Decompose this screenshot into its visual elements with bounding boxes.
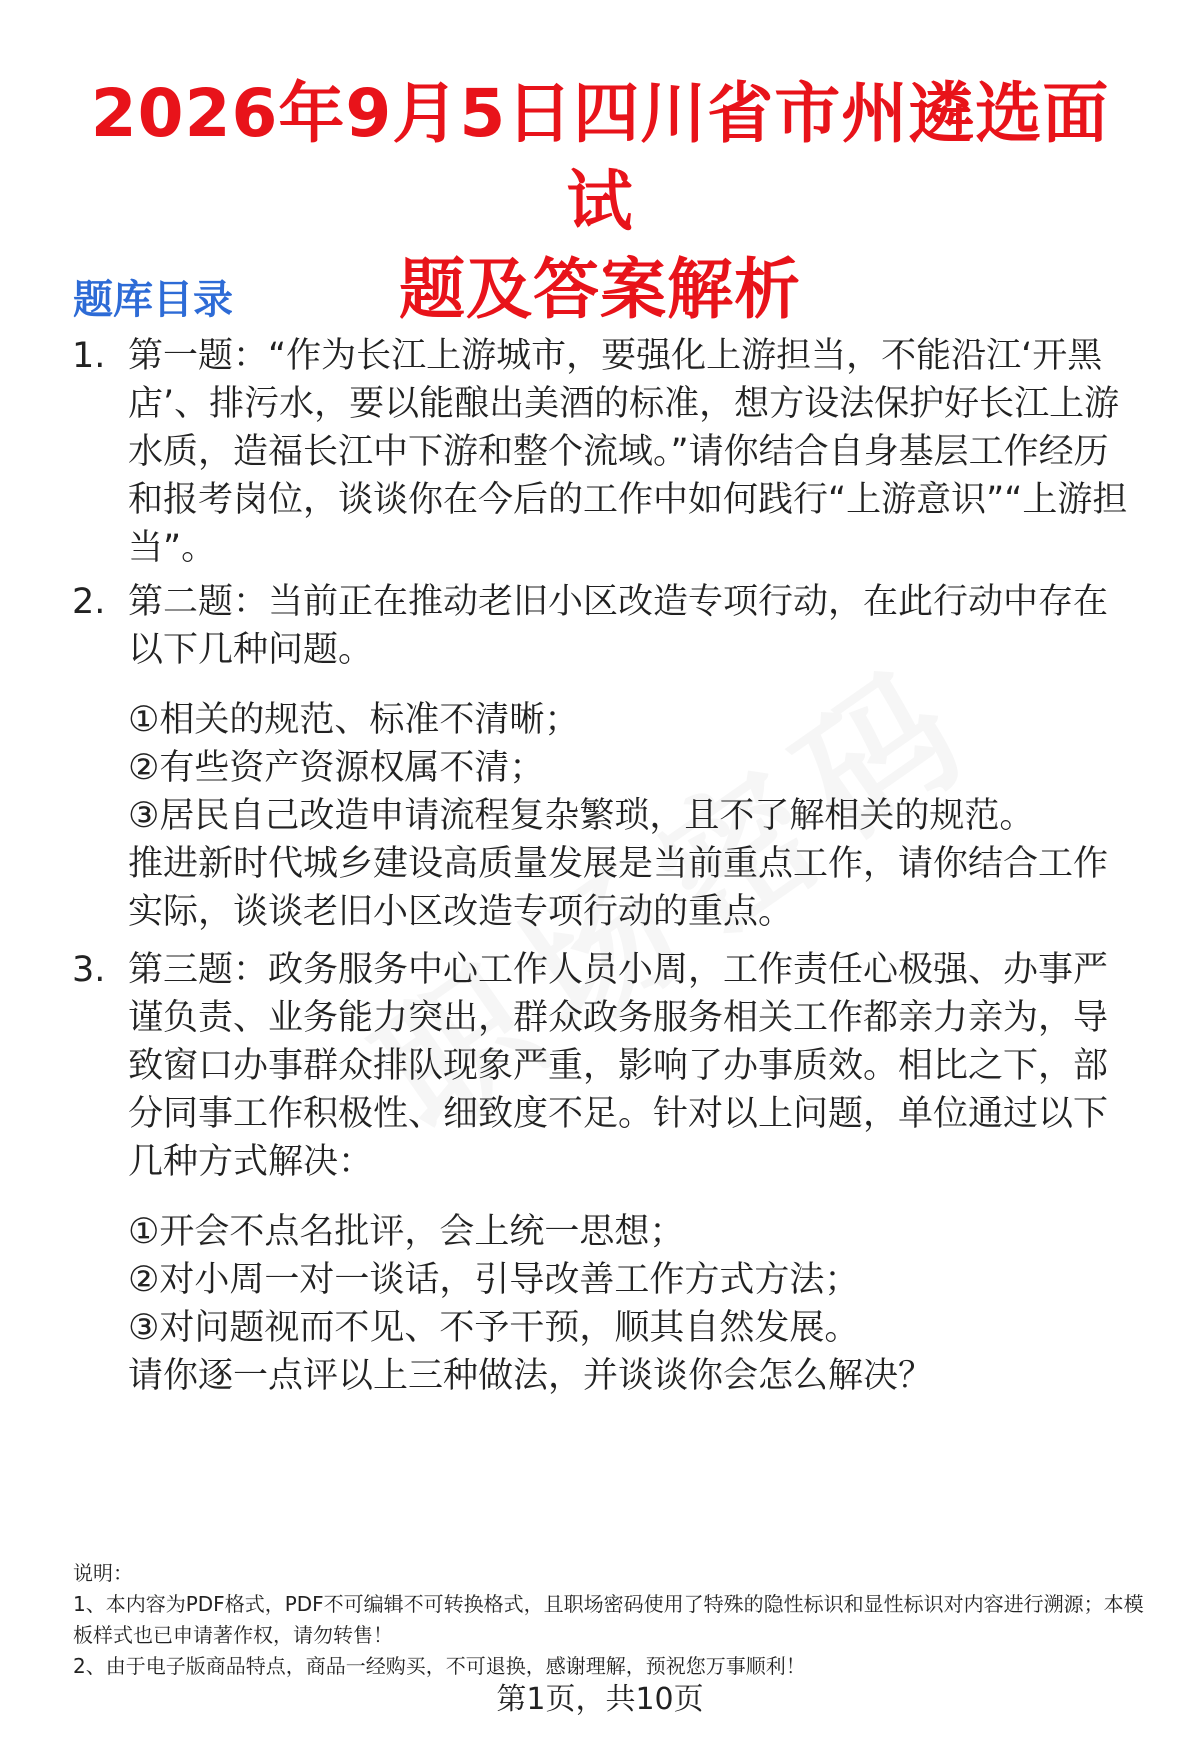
option-item: ③居民自己改造申请流程复杂繁琐，且不了解相关的规范。: [128, 796, 1035, 836]
option-item: ③对问题视而不见、不予干预，顺其自然发展。: [128, 1308, 860, 1348]
note-line-2: 2、由于电子版商品特点，商品一经购买，不可退换，感谢理解，预祝您万事顺利！: [73, 1654, 806, 1678]
question-stem: 第一题：“作为长江上游城市，要强化上游担当，不能沿江‘开黑店’、排污水，要以能酿出美酒的标准，想方设法保护好长江上游水质，造福长江中下游和整个流域。”请你结合自身基层工作经历和报考岗位，谈谈你在今后的工作中如何践行“上游意识”“上游担当”。: [128, 336, 1128, 568]
question-prompt: 请你逐一点评以上三种做法，并谈谈你会怎么解决？: [128, 1356, 934, 1396]
option-item: ②有些资产资源权属不清；: [128, 748, 545, 788]
section-heading: 题库目录: [73, 277, 233, 323]
question-body: [128, 946, 1142, 1400]
question-body: [128, 332, 1142, 572]
question-body: [128, 578, 1142, 936]
question-number: 3.: [72, 950, 106, 990]
option-item: ②对小周一对一谈话，引导改善工作方式方法；: [128, 1260, 860, 1300]
option-item: ①相关的规范、标准不清晰；: [128, 700, 580, 740]
question-prompt: 推进新时代城乡建设高质量发展是当前重点工作，请你结合工作实际，谈谈老旧小区改造专项行动的重点。: [128, 844, 1109, 932]
note-label: 说明：: [73, 1561, 133, 1585]
question-number: 2.: [72, 582, 106, 622]
question-stem: 第三题：政务服务中心工作人员小周，工作责任心极强、办事严谨负责、业务能力突出，群众政务服务相关工作都亲力亲为，导致窗口办事群众排队现象严重，影响了办事质效。相比之下，部分同事工作积极性、细致度不足。针对以上问题，单位通过以下几种方式解决：: [128, 950, 1109, 1182]
question-number: 1.: [72, 336, 106, 376]
question-1: [72, 332, 1142, 572]
page-number: 第1页，共10页: [496, 1682, 704, 1717]
question-options: [128, 696, 1142, 840]
question-2: [72, 578, 1142, 936]
note-line-1: 1、本内容为PDF格式，PDF不可编辑不可转换格式，且职场密码使用了特殊的隐性标识和显性标识对内容进行溯源；本模板样式也已申请著作权，请勿转售！: [73, 1592, 1144, 1647]
title-line-1: 2026年9月5日四川省市州遴选面试: [90, 75, 1110, 240]
question-3: [72, 946, 1142, 1400]
disclaimer-note: [73, 1558, 1163, 1682]
question-options: [128, 1208, 1142, 1352]
title-line-2: 题及答案解析: [399, 251, 801, 328]
question-stem: 第二题：当前正在推动老旧小区改造专项行动，在此行动中存在以下几种问题。: [128, 582, 1109, 670]
option-item: ①开会不点名批评，会上统一思想；: [128, 1212, 685, 1252]
